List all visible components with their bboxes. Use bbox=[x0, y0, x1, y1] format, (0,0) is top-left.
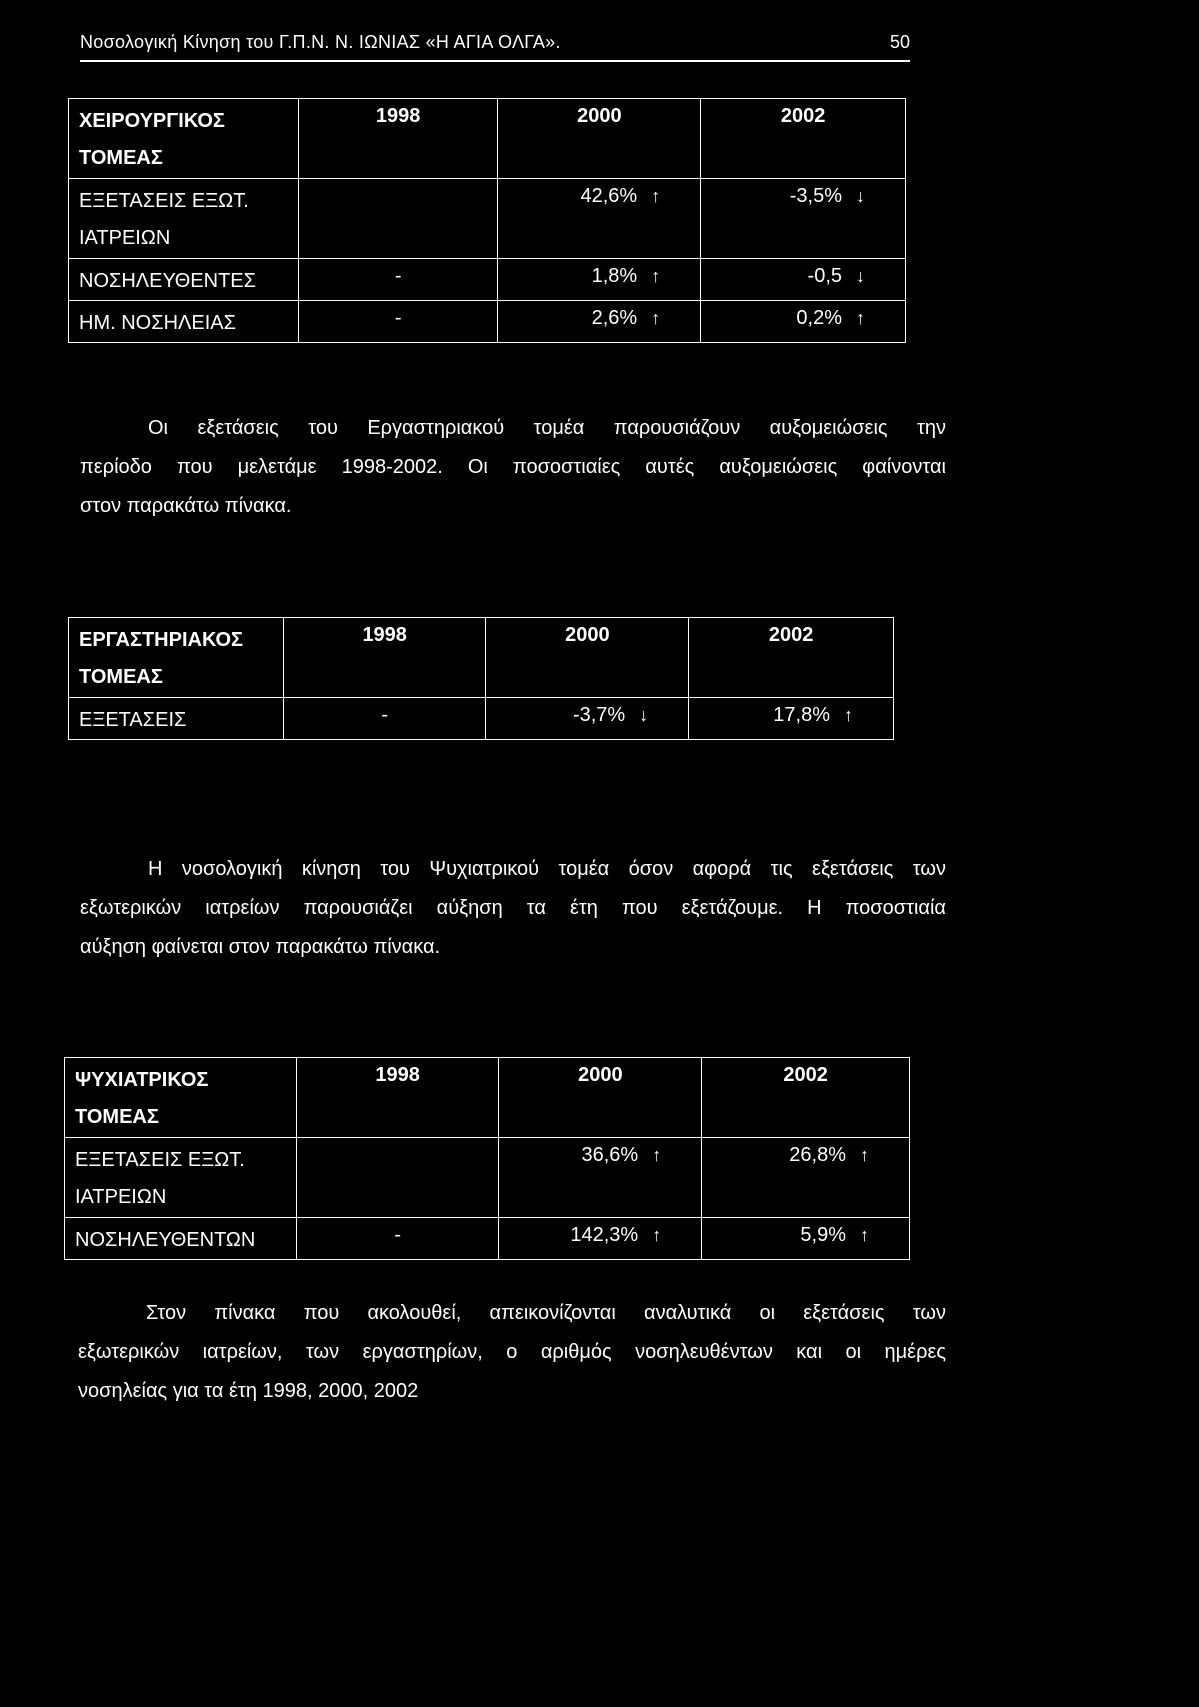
cell-2002 bbox=[702, 1218, 910, 1260]
header-cell-1998: 1998 bbox=[298, 99, 498, 179]
cell-1998 bbox=[298, 179, 498, 259]
cell-value: 36,6% bbox=[581, 1144, 639, 1166]
paragraph-line: περίοδο που μελετάμε 1998-2002. Οι ποσοστιαίες αυτές αυξομειώσεις φαίνονται bbox=[80, 456, 946, 478]
cell-value: 42,6% bbox=[580, 185, 638, 207]
paragraph-line: Η νοσολογική κίνηση του Ψυχιατρικού τομέα όσον αφορά τις εξετάσεις των bbox=[148, 858, 946, 880]
lab-table bbox=[68, 617, 894, 740]
arrow-up-icon: ↑ bbox=[860, 1145, 869, 1165]
paragraph-line: εξωτερικών ιατρείων, των εργαστηρίων, ο αριθμός νοσηλευθέντων και οι ημέρες bbox=[78, 1341, 946, 1363]
cell-2002 bbox=[701, 179, 906, 259]
table-header-row bbox=[69, 99, 906, 179]
arrow-up-icon: ↑ bbox=[652, 1225, 662, 1245]
paragraph-table-intro bbox=[78, 1294, 946, 1411]
cell-2000 bbox=[499, 1138, 702, 1218]
arrow-up-icon: ↑ bbox=[856, 308, 865, 328]
arrow-up-icon: ↑ bbox=[651, 186, 661, 206]
header-cell-2000: 2000 bbox=[486, 618, 689, 698]
cell-value: 26,8% bbox=[789, 1144, 846, 1166]
cell-2002 bbox=[702, 1138, 910, 1218]
cell-value: 142,3% bbox=[570, 1224, 639, 1246]
page-header bbox=[80, 30, 910, 62]
header-cell-sector: ΨΥΧΙΑΤΡΙΚΟΣ ΤΟΜΕΑΣ bbox=[65, 1058, 297, 1138]
arrow-up-icon: ↑ bbox=[652, 1145, 662, 1165]
header-cell-2000: 2000 bbox=[498, 99, 701, 179]
surgical-table bbox=[68, 98, 906, 343]
paragraph-lab-intro bbox=[80, 409, 946, 526]
cell-1998 bbox=[296, 1138, 499, 1218]
header-cell-2002: 2002 bbox=[702, 1058, 910, 1138]
cell-1998: - bbox=[298, 301, 498, 343]
paragraph-line: Στον πίνακα που ακολουθεί, απεικονίζονται αναλυτικά οι εξετάσεις των bbox=[146, 1302, 946, 1324]
arrow-up-icon: ↑ bbox=[860, 1225, 869, 1245]
paragraph-line: Οι εξετάσεις του Εργαστηριακού τομέα παρουσιάζουν αυξομειώσεις την bbox=[148, 417, 946, 439]
table-row bbox=[65, 1218, 910, 1260]
cell-2002 bbox=[701, 259, 906, 301]
cell-2000 bbox=[499, 1218, 702, 1260]
cell-2000 bbox=[486, 698, 689, 740]
cell-2000 bbox=[498, 301, 701, 343]
table-header-row bbox=[69, 618, 894, 698]
running-title: Νοσολογική Κίνηση του Γ.Π.Ν. Ν. ΙΩΝΙΑΣ «Η ΑΓΙΑ ΟΛΓΑ». bbox=[80, 32, 561, 52]
table-row bbox=[69, 698, 894, 740]
table-row bbox=[69, 301, 906, 343]
table-row bbox=[69, 259, 906, 301]
table-row bbox=[65, 1138, 910, 1218]
paragraph-line: αύξηση φαίνεται στον παρακάτω πίνακα. bbox=[80, 936, 441, 958]
cell-1998: - bbox=[298, 259, 498, 301]
cell-1998: - bbox=[283, 698, 486, 740]
cell-2002 bbox=[689, 698, 894, 740]
cell-value: 17,8% bbox=[773, 704, 830, 726]
cell-2000 bbox=[498, 179, 701, 259]
arrow-up-icon: ↑ bbox=[651, 266, 661, 286]
row-label: ΕΞΕΤΑΣΕΙΣ bbox=[69, 698, 284, 740]
arrow-down-icon: ↓ bbox=[856, 186, 865, 206]
row-label: ΝΟΣΗΛΕΥΘΕΝΤΕΣ bbox=[69, 259, 299, 301]
cell-value: -3,7% bbox=[572, 704, 626, 726]
cell-value: 0,2% bbox=[796, 307, 842, 329]
header-cell-2002: 2002 bbox=[701, 99, 906, 179]
paragraph-line: νοσηλείας για τα έτη 1998, 2000, 2002 bbox=[78, 1380, 419, 1402]
paragraph-psych-intro bbox=[80, 850, 946, 967]
paragraph-line: στον παρακάτω πίνακα. bbox=[80, 495, 292, 517]
header-cell-1998: 1998 bbox=[296, 1058, 499, 1138]
table-row bbox=[69, 179, 906, 259]
header-cell-2000: 2000 bbox=[499, 1058, 702, 1138]
cell-2002 bbox=[701, 301, 906, 343]
header-cell-sector: ΧΕΙΡΟΥΡΓΙΚΟΣ ΤΟΜΕΑΣ bbox=[69, 99, 299, 179]
row-label: ΝΟΣΗΛΕΥΘΕΝΤΩΝ bbox=[65, 1218, 297, 1260]
cell-value: 5,9% bbox=[800, 1224, 846, 1246]
paragraph-line: εξωτερικών ιατρείων παρουσιάζει αύξηση τα έτη που εξετάζουμε. Η ποσοστιαία bbox=[80, 897, 946, 919]
page-number: 50 bbox=[889, 32, 910, 52]
cell-1998: - bbox=[296, 1218, 499, 1260]
row-label: ΗΜ. ΝΟΣΗΛΕΙΑΣ bbox=[69, 301, 299, 343]
row-label: ΕΞΕΤΑΣΕΙΣ ΕΞΩΤ. ΙΑΤΡΕΙΩΝ bbox=[65, 1138, 297, 1218]
arrow-down-icon: ↓ bbox=[856, 266, 865, 286]
cell-value: -0,5 bbox=[807, 265, 842, 287]
arrow-up-icon: ↑ bbox=[844, 705, 853, 725]
psych-table bbox=[64, 1057, 910, 1260]
cell-2000 bbox=[498, 259, 701, 301]
header-cell-sector: ΕΡΓΑΣΤΗΡΙΑΚΟΣ ΤΟΜΕΑΣ bbox=[69, 618, 284, 698]
header-cell-2002: 2002 bbox=[689, 618, 894, 698]
cell-value: 1,8% bbox=[591, 265, 638, 287]
arrow-down-icon: ↓ bbox=[639, 705, 649, 725]
row-label: ΕΞΕΤΑΣΕΙΣ ΕΞΩΤ. ΙΑΤΡΕΙΩΝ bbox=[69, 179, 299, 259]
header-cell-1998: 1998 bbox=[283, 618, 486, 698]
arrow-up-icon: ↑ bbox=[651, 308, 661, 328]
cell-value: -3,5% bbox=[789, 185, 842, 207]
table-header-row bbox=[65, 1058, 910, 1138]
cell-value: 2,6% bbox=[591, 307, 638, 329]
